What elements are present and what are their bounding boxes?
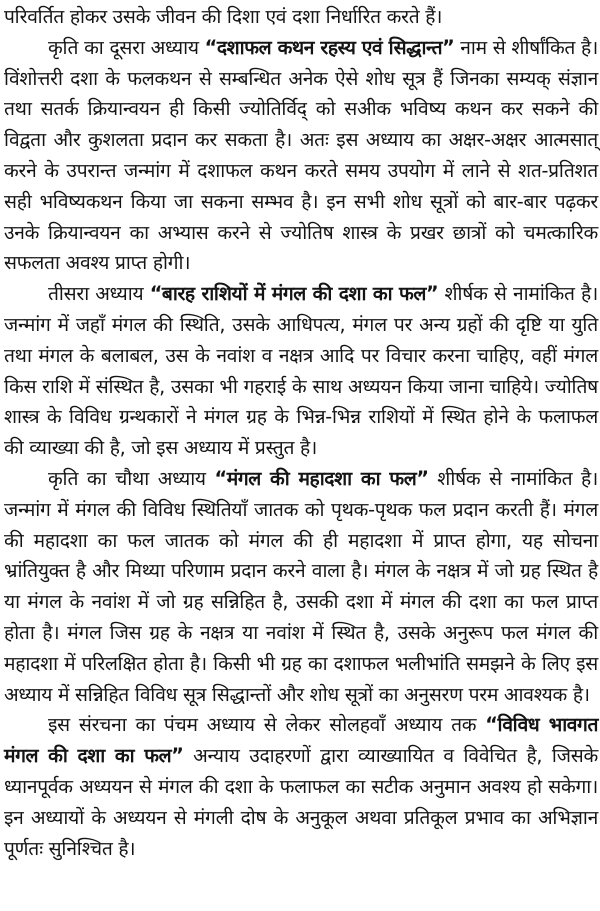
paragraph-text-lead: कृति का चौथा अध्याय xyxy=(48,466,215,490)
paragraph-chapter-three xyxy=(4,279,598,464)
paragraph-chapters-five-to-sixteen xyxy=(4,710,598,864)
paragraph-text: परिवर्तित होकर उसके जीवन की दिशा एवं दशा निर्धारित करते हैं। xyxy=(4,5,443,28)
paragraph-text-lead: कृति का दूसरा अध्याय xyxy=(48,35,205,59)
chapter-title: “मंगल की महादशा का फल” xyxy=(214,466,429,490)
paragraph-continuation xyxy=(4,2,598,33)
chapter-title: “विविध भावगत मंगल की दशा का फल” xyxy=(4,713,598,768)
paragraph-chapter-four xyxy=(4,464,598,710)
paragraph-text-body: नाम से शीर्षांकित है। विंशोत्तरी दशा के फलकथन से सम्बन्धित अनेक ऐसे शोध सूत्र हैं जिनका सम्यक् संज्ञान तथा सतर्क क्रियान्वयन ही किसी ज्योतिर्विद् को सअीक भविष्य कथन कर सकने की विद्वता और कुशलता प्रदान कर सकता है। अतः इस अध्याय का अक्षर-अक्षर आत्मसात् करने के उपरान्त जन्मांग में दशाफल कथन करते समय उपयोग में लाने से शत-प्रतिशत सही भविष्यकथन किया जा सकना सम्भव है। इन सभी शोध सूत्रों को बार-बार पढ़कर उनके क्रियान्वयन का अभ्यास करने से ज्योतिष शास्त्र के प्रखर छात्रों को चमत्कारिक सफलता अवश्य प्राप्त होगी। xyxy=(4,35,598,275)
paragraph-text-body: शीर्षक से नामांकित है। जन्मांग में जहाँ मंगल की स्थिति, उसके आधिपत्य, मंगल पर अन्य ग्रहों की दृष्टि या युति तथा मंगल के बलाबल, उस के नवांश व नक्षत्र आदि पर विचार करना चाहिए, वहीं मंगल किस राशि में संस्थित है, उसका भी गहराई के साथ अध्ययन किया जाना चाहिये। ज्योतिष शास्त्र के विविध ग्रन्थकारों ने मंगल ग्रह के भिन्न-भिन्न राशियों में स्थित होने के फलाफल की व्याख्या की है, जो इस अध्याय में प्रस्तुत है। xyxy=(4,282,598,460)
paragraph-text-body: शीर्षक से नामांकित है। जन्मांग में मंगल की विविध स्थितियाँ जातक को पृथक-पृथक फल प्रदान करती हैं। मंगल की महादशा का फल जातक को मंगल की ही महादशा में प्राप्त होगा, यह सोचना भ्रांतियुक्त है और मिथ्या परिणाम प्रदान करने वाला है। मंगल के नक्षत्र में जो ग्रह स्थित है या मंगल के नवांश में जो ग्रह सन्निहित है, उसकी दशा में मंगल की दशा का फल प्राप्त होता है। मंगल जिस ग्रह के नक्षत्र या नवांश में स्थित है, उसके अनुरूप फल मंगल की महादशा में परिलक्षित होता है। किसी भी ग्रह का दशाफल भलीभांति समझने के लिए इस अध्याय में सन्निहित विविध सूत्र सिद्धान्तों और शोध सूत्रों का अनुसरण परम आवश्यक है। xyxy=(4,466,598,706)
paragraph-text-lead: तीसरा अध्याय xyxy=(48,282,150,306)
chapter-title: “बारह राशियों में मंगल की दशा का फल” xyxy=(149,282,439,306)
paragraph-text-lead: इस संरचना का पंचम अध्याय से लेकर सोलहवाँ अध्याय तक xyxy=(48,713,486,737)
paragraph-chapter-two xyxy=(4,33,598,279)
paragraph-text-body: अन्याय उदाहरणों द्वारा व्याख्यायित व विवेचित है, जिसके ध्यानपूर्वक अध्ययन से मंगल की दशा के फलाफल का सटीक अनुमान अवश्य हो सकेगा। इन अध्यायों के अध्ययन से मंगली दोष के अनुकूल अथवा प्रतिकूल प्रभाव का अभिज्ञान पूर्णतः सुनिश्चित है। xyxy=(4,744,599,860)
chapter-title: “दशाफल कथन रहस्य एवं सिद्धान्त” xyxy=(204,35,455,59)
